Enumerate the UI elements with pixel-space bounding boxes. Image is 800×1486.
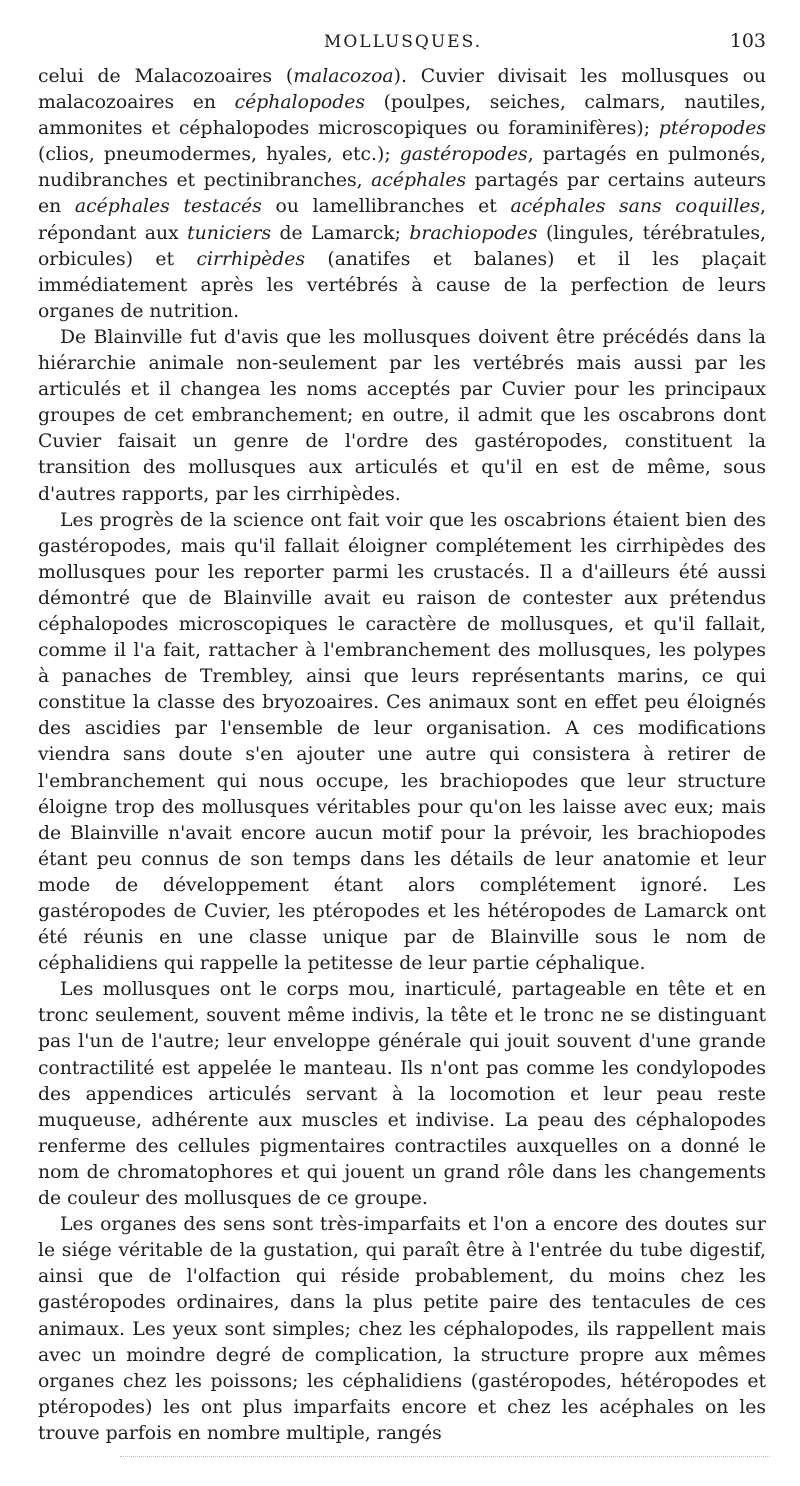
italic-term: acéphales sans coquilles [510,196,761,218]
paragraph-1 [38,64,766,325]
text-run: Les mollusques ont le corps mou, inarticulé, partageable en tête et en tronc seulement, souvent même indivis, la tête et le tronc ne se distinguant pas l'un de l'autre; leur enveloppe générale qui jouit souvent d'une grande contractilité est appelée le manteau. Ils n'ont pas comme les condylopodes des appendices articulés servant à la locomotion et leur peau reste muqueuse, adhérente aux muscles et indivise. La peau des céphalopodes renferme des cellules pigmentaires contractiles auxquelles on a donné le nom de chromatophores et qui jouent un grand rôle dans les changements de couleur des mollusques de ce groupe. [38,979,766,1210]
text-run: celui de Malacozoaires ( [38,66,294,87]
italic-term: malacozoa [293,66,394,87]
italic-term: brachiopodes [409,222,538,244]
page-header [40,32,766,60]
italic-term: acéphales testacés [74,196,262,218]
text-run: ou lamellibranches et [261,196,511,218]
italic-term: gastéropodes [399,144,528,166]
italic-term: céphalopodes [234,92,365,114]
paragraph-3 [38,508,766,978]
text-run: (anatifes et balanes) et il les plaçait immédiatement après les vertébrés à cause de la perfection de leurs organes de nutrition. [38,248,766,322]
text-run: (poulpes, seiches, calmars, nautiles, ammonites et céphalopodes microscopiques ou foraminifères); [38,92,766,140]
italic-term: acéphales [371,170,467,192]
paragraph-2 [38,325,766,508]
text-run: Les progrès de la science ont fait voir que les oscabrions étaient bien des gastéropodes, mais qu'il fallait éloigner complétement les cirrhipèdes des mollusques pour les reporter parmi les crustacés. Il a d'ailleurs été aussi démontré que de Blainville avait eu raison de contester aux prétendus céphalopodes microscopiques le caractère de mollusques, et qu'il fallait, comme il l'a fait, rattacher à l'embranchement des mollusques, les polypes à panaches de Trembley, ainsi que leurs représentants marins, ce qui constitue la classe des bryozoaires. Ces animaux sont en effet peu éloignés des ascidies par l'ensemble de leur organisation. A ces modifications viendra sans doute s'en ajouter une autre qui consistera à retirer de l'embranchement qui nous occupe, les brachiopodes que leur structure éloigne trop des mollusques véritables pour qu'on les laisse avec eux; mais de Blainville n'avait encore aucun motif pour la prévoir, les brachiopodes étant peu connus de son temps dans les détails de leur anatomie et leur mode de développement étant alors complétement ignoré. Les gastéropodes de Cuvier, les ptéropodes et les hétéropodes de Lamarck ont été réunis en une classe unique par de Blainville sous le nom de céphalidiens qui rappelle la petitesse de leur partie céphalique. [38,509,766,975]
italic-term: tuniciers [187,222,272,244]
bottom-rule [120,1456,770,1458]
page-number: 103 [729,30,766,52]
text-run: (clios, pneumodermes, hyales, etc.); [38,144,400,166]
text-run: ). Cuvier divisait les mollusques ou malacozoaires en [38,66,766,114]
running-title: MOLLUSQUES. [323,32,483,52]
text-run: De Blainville fut d'avis que les mollusques doivent être précédés dans la hiérarchie animale non-seulement par les vertébrés mais aussi par les articulés et il changea les noms acceptés par Cuvier pour les principaux groupes de cet embranchement; en outre, il admit que les oscabrons dont Cuvier faisait un genre de l'ordre des gastéropodes, constituent la transition des mollusques aux articulés et qu'il en est de même, sous d'autres rapports, par les cirrhipèdes. [38,326,766,505]
text-run: Les organes des sens sont très-imparfaits et l'on a encore des doutes sur le siége véritable de la gustation, qui paraît être à l'entrée du tube digestif, ainsi que de l'olfaction qui réside probablement, du moins chez les gastéropodes ordinaires, dans la plus petite paire des tentacules de ces animaux. Les yeux sont simples; chez les céphalopodes, ils rappellent mais avec un moindre degré de complication, la structure propre aux mêmes organes chez les poissons; les céphalidiens (gastéropodes, hétéropodes et ptéropodes) les ont plus imparfaits encore et chez les acéphales on les trouve parfois en nombre multiple, rangés [38,1214,766,1444]
italic-term: cirrhipèdes [196,248,305,270]
paragraph-5 [38,1212,766,1447]
text-run: partagés par certains auteurs en [38,170,766,218]
text-run: , partagés en pulmonés, nudibranches et pectinibranches, [38,144,767,192]
text-run: de Lamarck; [271,222,410,244]
italic-term: ptéropodes [658,118,766,140]
body-text [38,64,766,1447]
text-run: (lingules, térébratules, orbicules) et [38,222,766,270]
text-run: , répondant aux [38,196,767,244]
paragraph-4 [38,977,766,1212]
